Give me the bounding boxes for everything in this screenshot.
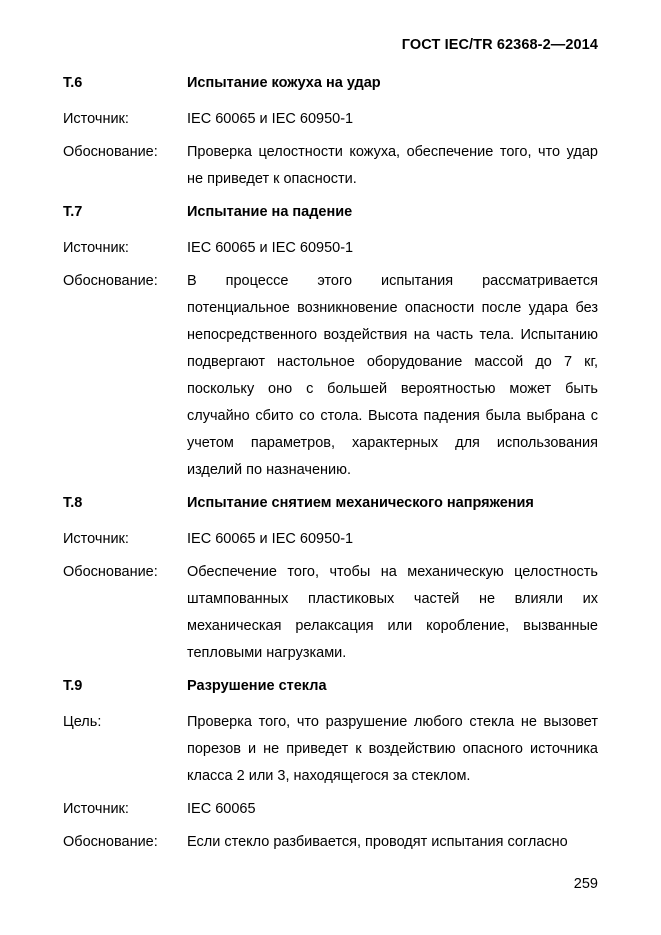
- field-row: [63, 829, 598, 856]
- field-row: [63, 526, 598, 553]
- field-text: Проверка того, что разрушение любого стекла не вызовет порезов и не приведет к воздействию опасного источника класса 2 или 3, находящегося за стеклом.: [187, 714, 598, 784]
- field-row: [63, 106, 598, 133]
- field-text: IEC 60065 и IEC 60950-1: [187, 531, 354, 547]
- document-content: [63, 70, 598, 862]
- section-number: T.8: [63, 495, 83, 511]
- field-row: [63, 139, 598, 193]
- section-heading: [63, 490, 598, 517]
- section-title: Разрушение стекла: [187, 678, 327, 694]
- field-row: [63, 268, 598, 484]
- section-title: Испытание снятием механического напряжения: [187, 495, 534, 511]
- section-number: T.6: [63, 75, 83, 91]
- field-label: Источник:: [63, 801, 129, 817]
- field-text: Если стекло разбивается, проводят испытания согласно: [187, 834, 568, 850]
- section-number: T.7: [63, 204, 83, 220]
- section-title: Испытание кожуха на удар: [187, 75, 381, 91]
- field-label: Обоснование:: [63, 834, 158, 850]
- field-row: [63, 559, 598, 667]
- field-text: Проверка целостности кожуха, обеспечение того, что удар не приведет к опасности.: [187, 144, 598, 187]
- field-row: [63, 796, 598, 823]
- field-text: Обеспечение того, чтобы на механическую целостность штампованных пластиковых частей не влияли их механическая релаксация или коробление, вызванные тепловыми нагрузками.: [187, 564, 598, 661]
- field-text: IEC 60065: [187, 801, 256, 817]
- section-number: T.9: [63, 678, 83, 694]
- section-heading: [63, 673, 598, 700]
- field-text: IEC 60065 и IEC 60950-1: [187, 111, 354, 127]
- field-row: [63, 709, 598, 790]
- field-label: Обоснование:: [63, 273, 158, 289]
- field-text: IEC 60065 и IEC 60950-1: [187, 240, 354, 256]
- field-label: Источник:: [63, 531, 129, 547]
- field-text: В процессе этого испытания рассматривается потенциальное возникновение опасности после удара без непосредственного воздействия на часть тела. Испытанию подвергают настольное оборудование массой до 7 кг, поскольку оно с большей вероятностью может быть случайно сбито со стола. Высота падения была выбрана с учетом параметров, характерных для использования изделий по назначению.: [187, 273, 598, 478]
- field-label: Обоснование:: [63, 144, 158, 160]
- standard-header: ГОСТ IEC/TR 62368-2—2014: [401, 37, 598, 53]
- field-label: Источник:: [63, 111, 129, 127]
- section-heading: [63, 70, 598, 97]
- field-label: Обоснование:: [63, 564, 158, 580]
- field-label: Цель:: [63, 714, 102, 730]
- section-title: Испытание на падение: [187, 204, 353, 220]
- section-heading: [63, 199, 598, 226]
- field-row: [63, 235, 598, 262]
- page-number: 259: [573, 876, 598, 892]
- field-label: Источник:: [63, 240, 129, 256]
